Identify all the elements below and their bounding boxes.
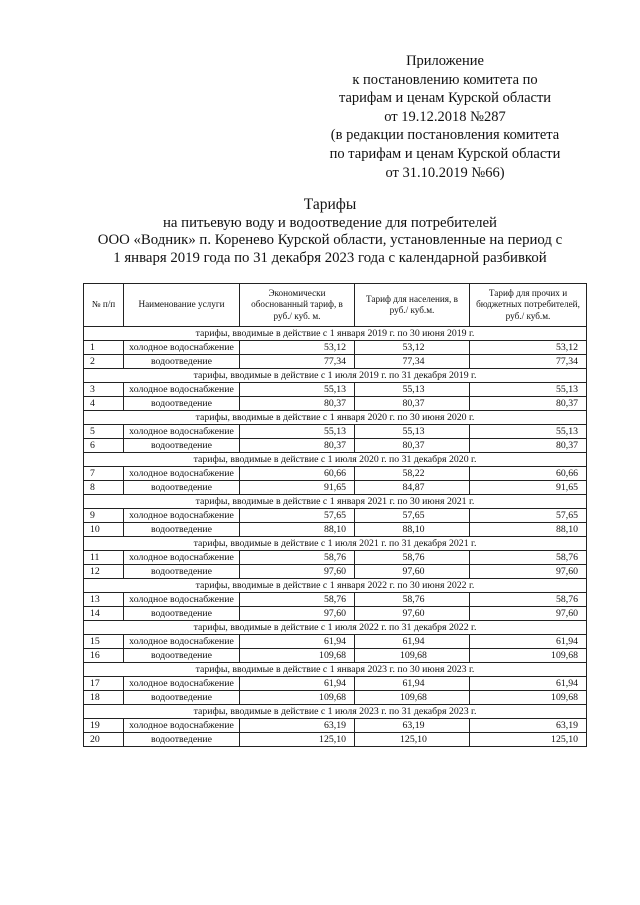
econ-tariff: 97,60 bbox=[240, 565, 355, 579]
table-row bbox=[84, 691, 587, 705]
other-tariff: 109,68 bbox=[470, 649, 587, 663]
table-row bbox=[84, 355, 587, 369]
population-tariff: 53,12 bbox=[355, 341, 470, 355]
econ-tariff: 61,94 bbox=[240, 677, 355, 691]
other-tariff: 88,10 bbox=[470, 523, 587, 537]
period-row bbox=[84, 705, 587, 719]
table-row bbox=[84, 509, 587, 523]
population-tariff: 80,37 bbox=[355, 397, 470, 411]
service-name: водоотведение bbox=[124, 397, 240, 411]
service-name: водоотведение bbox=[124, 607, 240, 621]
econ-tariff: 58,76 bbox=[240, 551, 355, 565]
table-body bbox=[84, 327, 587, 747]
row-number: 11 bbox=[84, 551, 124, 565]
appendix-line: (в редакции постановления комитета bbox=[330, 127, 560, 144]
header-name: Наименование услуги bbox=[124, 284, 240, 327]
period-row bbox=[84, 327, 587, 341]
other-tariff: 109,68 bbox=[470, 691, 587, 705]
econ-tariff: 97,60 bbox=[240, 607, 355, 621]
table-row bbox=[84, 719, 587, 733]
appendix-block bbox=[300, 52, 590, 182]
table-row bbox=[84, 439, 587, 453]
table-header-row bbox=[84, 284, 587, 327]
other-tariff: 58,76 bbox=[470, 551, 587, 565]
population-tariff: 57,65 bbox=[355, 509, 470, 523]
period-label: тарифы, вводимые в действие с 1 июля 2022 г. по 31 декабря 2022 г. bbox=[84, 621, 587, 635]
population-tariff: 58,22 bbox=[355, 467, 470, 481]
other-tariff: 97,60 bbox=[470, 607, 587, 621]
row-number: 9 bbox=[84, 509, 124, 523]
population-tariff: 97,60 bbox=[355, 607, 470, 621]
row-number: 15 bbox=[84, 635, 124, 649]
row-number: 20 bbox=[84, 733, 124, 747]
period-row bbox=[84, 579, 587, 593]
service-name: холодное водоснабжение bbox=[124, 593, 240, 607]
service-name: водоотведение bbox=[124, 733, 240, 747]
period-label: тарифы, вводимые в действие с 1 января 2020 г. по 30 июня 2020 г. bbox=[84, 411, 587, 425]
econ-tariff: 61,94 bbox=[240, 635, 355, 649]
table-row bbox=[84, 481, 587, 495]
econ-tariff: 91,65 bbox=[240, 481, 355, 495]
period-row bbox=[84, 537, 587, 551]
population-tariff: 125,10 bbox=[355, 733, 470, 747]
row-number: 16 bbox=[84, 649, 124, 663]
appendix-line: по тарифам и ценам Курской области bbox=[329, 145, 561, 162]
population-tariff: 58,76 bbox=[355, 593, 470, 607]
other-tariff: 80,37 bbox=[470, 439, 587, 453]
service-name: холодное водоснабжение bbox=[124, 467, 240, 481]
service-name: холодное водоснабжение bbox=[124, 383, 240, 397]
row-number: 5 bbox=[84, 425, 124, 439]
period-label: тарифы, вводимые в действие с 1 января 2023 г. по 30 июня 2023 г. bbox=[84, 663, 587, 677]
other-tariff: 61,94 bbox=[470, 677, 587, 691]
row-number: 8 bbox=[84, 481, 124, 495]
appendix-line: тарифам и ценам Курской области bbox=[338, 90, 552, 107]
row-number: 14 bbox=[84, 607, 124, 621]
period-label: тарифы, вводимые в действие с 1 июля 2020 г. по 31 декабря 2020 г. bbox=[84, 453, 587, 467]
econ-tariff: 55,13 bbox=[240, 425, 355, 439]
econ-tariff: 60,66 bbox=[240, 467, 355, 481]
population-tariff: 63,19 bbox=[355, 719, 470, 733]
row-number: 12 bbox=[84, 565, 124, 579]
service-name: холодное водоснабжение bbox=[124, 341, 240, 355]
other-tariff: 58,76 bbox=[470, 593, 587, 607]
period-row bbox=[84, 453, 587, 467]
period-row bbox=[84, 663, 587, 677]
row-number: 6 bbox=[84, 439, 124, 453]
other-tariff: 57,65 bbox=[470, 509, 587, 523]
appendix-line: Приложение bbox=[406, 53, 484, 69]
table-row bbox=[84, 635, 587, 649]
population-tariff: 88,10 bbox=[355, 523, 470, 537]
table-row bbox=[84, 397, 587, 411]
service-name: холодное водоснабжение bbox=[124, 635, 240, 649]
econ-tariff: 77,34 bbox=[240, 355, 355, 369]
population-tariff: 61,94 bbox=[355, 635, 470, 649]
service-name: водоотведение bbox=[124, 355, 240, 369]
table-row bbox=[84, 425, 587, 439]
row-number: 17 bbox=[84, 677, 124, 691]
population-tariff: 77,34 bbox=[355, 355, 470, 369]
period-label: тарифы, вводимые в действие с 1 июля 2021 г. по 31 декабря 2021 г. bbox=[84, 537, 587, 551]
other-tariff: 61,94 bbox=[470, 635, 587, 649]
table-row bbox=[84, 341, 587, 355]
period-row bbox=[84, 411, 587, 425]
population-tariff: 61,94 bbox=[355, 677, 470, 691]
table-row bbox=[84, 467, 587, 481]
table-row bbox=[84, 523, 587, 537]
other-tariff: 97,60 bbox=[470, 565, 587, 579]
econ-tariff: 55,13 bbox=[240, 383, 355, 397]
econ-tariff: 57,65 bbox=[240, 509, 355, 523]
period-row bbox=[84, 621, 587, 635]
row-number: 10 bbox=[84, 523, 124, 537]
table-row bbox=[84, 593, 587, 607]
title-main: Тарифы bbox=[303, 196, 357, 213]
appendix-line: от 31.10.2019 №66) bbox=[385, 164, 505, 181]
population-tariff: 55,13 bbox=[355, 425, 470, 439]
header-pop: Тариф для населения, в руб./ куб.м. bbox=[355, 284, 470, 327]
econ-tariff: 88,10 bbox=[240, 523, 355, 537]
population-tariff: 109,68 bbox=[355, 691, 470, 705]
service-name: холодное водоснабжение bbox=[124, 719, 240, 733]
other-tariff: 53,12 bbox=[470, 341, 587, 355]
population-tariff: 58,76 bbox=[355, 551, 470, 565]
other-tariff: 55,13 bbox=[470, 383, 587, 397]
econ-tariff: 125,10 bbox=[240, 733, 355, 747]
appendix-line: от 19.12.2018 №287 bbox=[384, 108, 506, 125]
population-tariff: 55,13 bbox=[355, 383, 470, 397]
table-row bbox=[84, 733, 587, 747]
appendix-line: к постановлению комитета по bbox=[352, 71, 538, 88]
econ-tariff: 80,37 bbox=[240, 397, 355, 411]
other-tariff: 80,37 bbox=[470, 397, 587, 411]
population-tariff: 97,60 bbox=[355, 565, 470, 579]
row-number: 3 bbox=[84, 383, 124, 397]
row-number: 19 bbox=[84, 719, 124, 733]
econ-tariff: 53,12 bbox=[240, 341, 355, 355]
row-number: 18 bbox=[84, 691, 124, 705]
title-line: ООО «Водник» п. Коренево Курской области, установленные на период с bbox=[97, 232, 563, 249]
service-name: холодное водоснабжение bbox=[124, 551, 240, 565]
service-name: водоотведение bbox=[124, 439, 240, 453]
period-row bbox=[84, 369, 587, 383]
period-label: тарифы, вводимые в действие с 1 июля 2019 г. по 31 декабря 2019 г. bbox=[84, 369, 587, 383]
title-line: на питьевую воду и водоотведение для потребителей bbox=[163, 214, 497, 231]
other-tariff: 63,19 bbox=[470, 719, 587, 733]
tariff-table bbox=[83, 283, 587, 747]
service-name: водоотведение bbox=[124, 565, 240, 579]
population-tariff: 84,87 bbox=[355, 481, 470, 495]
row-number: 2 bbox=[84, 355, 124, 369]
row-number: 1 bbox=[84, 341, 124, 355]
table-row bbox=[84, 383, 587, 397]
population-tariff: 80,37 bbox=[355, 439, 470, 453]
other-tariff: 55,13 bbox=[470, 425, 587, 439]
other-tariff: 125,10 bbox=[470, 733, 587, 747]
econ-tariff: 109,68 bbox=[240, 649, 355, 663]
population-tariff: 109,68 bbox=[355, 649, 470, 663]
other-tariff: 77,34 bbox=[470, 355, 587, 369]
row-number: 13 bbox=[84, 593, 124, 607]
period-label: тарифы, вводимые в действие с 1 января 2021 г. по 30 июня 2021 г. bbox=[84, 495, 587, 509]
document-title bbox=[60, 196, 600, 267]
service-name: водоотведение bbox=[124, 481, 240, 495]
table-row bbox=[84, 677, 587, 691]
period-row bbox=[84, 495, 587, 509]
period-label: тарифы, вводимые в действие с 1 января 2022 г. по 30 июня 2022 г. bbox=[84, 579, 587, 593]
header-num: № п/п bbox=[84, 284, 124, 327]
service-name: водоотведение bbox=[124, 691, 240, 705]
other-tariff: 60,66 bbox=[470, 467, 587, 481]
table-row bbox=[84, 565, 587, 579]
econ-tariff: 109,68 bbox=[240, 691, 355, 705]
econ-tariff: 80,37 bbox=[240, 439, 355, 453]
other-tariff: 91,65 bbox=[470, 481, 587, 495]
header-other: Тариф для прочих и бюджетных потребителей, руб./ куб.м. bbox=[470, 284, 587, 327]
service-name: холодное водоснабжение bbox=[124, 677, 240, 691]
period-label: тарифы, вводимые в действие с 1 января 2019 г. по 30 июня 2019 г. bbox=[84, 327, 587, 341]
service-name: водоотведение bbox=[124, 523, 240, 537]
title-line: 1 января 2019 года по 31 декабря 2023 года с календарной разбивкой bbox=[113, 249, 547, 266]
table-row bbox=[84, 649, 587, 663]
row-number: 4 bbox=[84, 397, 124, 411]
table-row bbox=[84, 551, 587, 565]
service-name: холодное водоснабжение bbox=[124, 509, 240, 523]
header-econ: Экономически обоснованный тариф, в руб./ куб. м. bbox=[240, 284, 355, 327]
service-name: холодное водоснабжение bbox=[124, 425, 240, 439]
econ-tariff: 63,19 bbox=[240, 719, 355, 733]
period-label: тарифы, вводимые в действие с 1 июля 2023 г. по 31 декабря 2023 г. bbox=[84, 705, 587, 719]
table-row bbox=[84, 607, 587, 621]
econ-tariff: 58,76 bbox=[240, 593, 355, 607]
row-number: 7 bbox=[84, 467, 124, 481]
service-name: водоотведение bbox=[124, 649, 240, 663]
